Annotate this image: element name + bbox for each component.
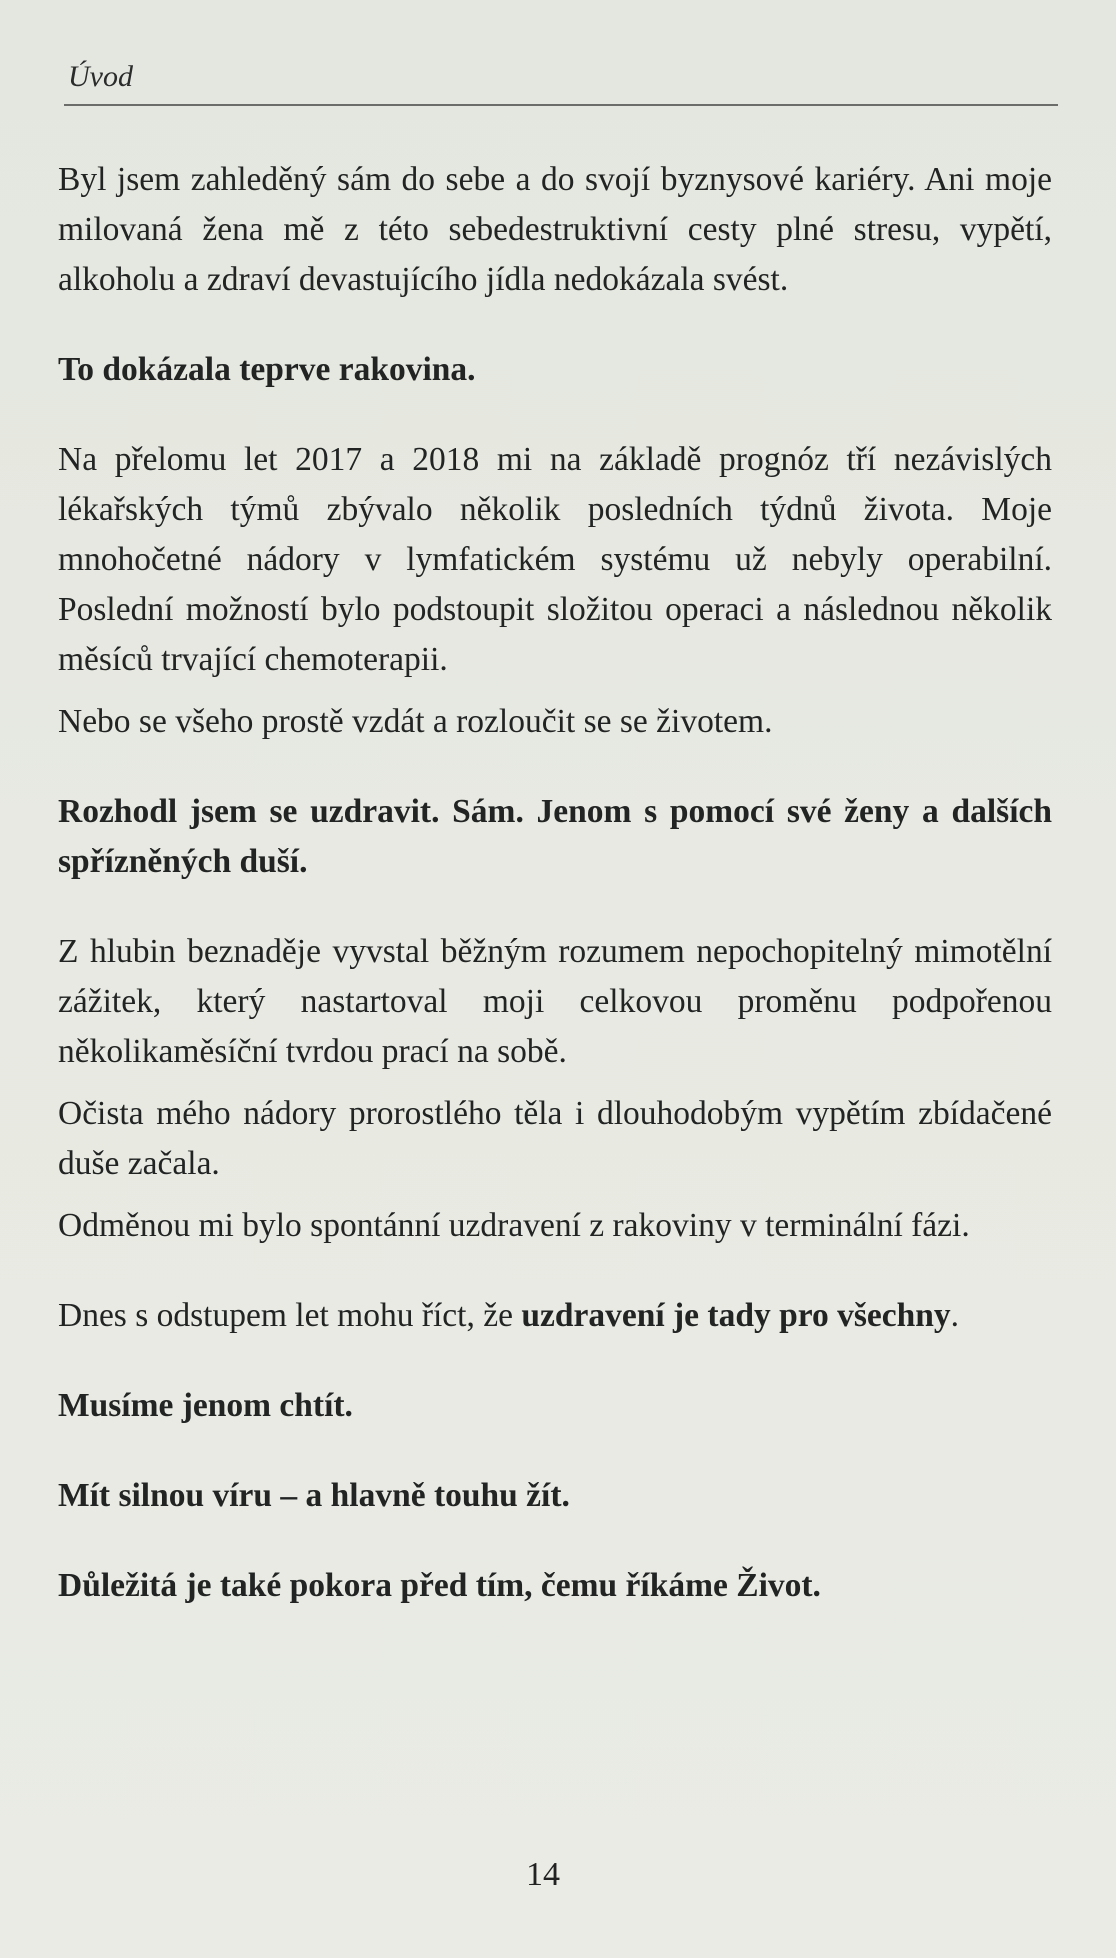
paragraph-8: Odměnou mi bylo spontánní uzdravení z rakoviny v terminální fázi.: [58, 1207, 970, 1244]
paragraph-5: Rozhodl jsem se uzdravit. Sám. Jenom s pomocí své ženy a dalších spřízněných duší.: [58, 793, 1052, 880]
page-number: 14: [526, 1856, 560, 1893]
paragraph-7: Očista mého nádory prorostlého těla i dlouhodobým vypětím zbídačené duše začala.: [58, 1095, 1052, 1182]
paragraph-9: [58, 1291, 1052, 1341]
paragraph-3: Na přelomu let 2017 a 2018 mi na základě prognóz tří nezávislých lékařských týmů zbývalo několik posledních týdnů života. Moje mnohočetné nádory v lymfatickém systému už nebyly operabilní. Poslední možností bylo podstoupit složitou operaci a následnou několik měsíců trvající chemoterapii.: [58, 441, 1052, 678]
paragraph-9-emphasis: uzdravení je tady pro všechny: [521, 1297, 951, 1334]
paragraph-9-end: .: [950, 1297, 960, 1334]
paragraph-10: Musíme jenom chtít.: [58, 1387, 353, 1424]
paragraph-4: Nebo se všeho prostě vzdát a rozloučit se se životem.: [58, 703, 773, 740]
chapter-title: Úvod: [68, 60, 133, 93]
paragraph-11: Mít silnou víru – a hlavně touhu žít.: [58, 1477, 570, 1514]
paragraph-2: To dokázala teprve rakovina.: [58, 351, 476, 388]
paragraph-1: Byl jsem zahleděný sám do sebe a do svojí byznysové kariéry. Ani moje milovaná žena mě z této sebedestruktivní cesty plné stresu, vypětí, alkoholu a zdraví devastujícího jídla nedokázala svést.: [58, 161, 1052, 298]
paragraph-6: Z hlubin beznaděje vyvstal běžným rozumem nepochopitelný mimotělní zážitek, který nastartoval moji celkovou proměnu podpořenou několikaměsíční tvrdou prací na sobě.: [58, 933, 1052, 1070]
page-body: [58, 155, 1052, 1623]
running-header: [64, 58, 1058, 106]
paragraph-12: Důležitá je také pokora před tím, čemu říkáme Život.: [58, 1567, 821, 1604]
paragraph-9-text: Dnes s odstupem let mohu říct, že: [58, 1297, 522, 1334]
